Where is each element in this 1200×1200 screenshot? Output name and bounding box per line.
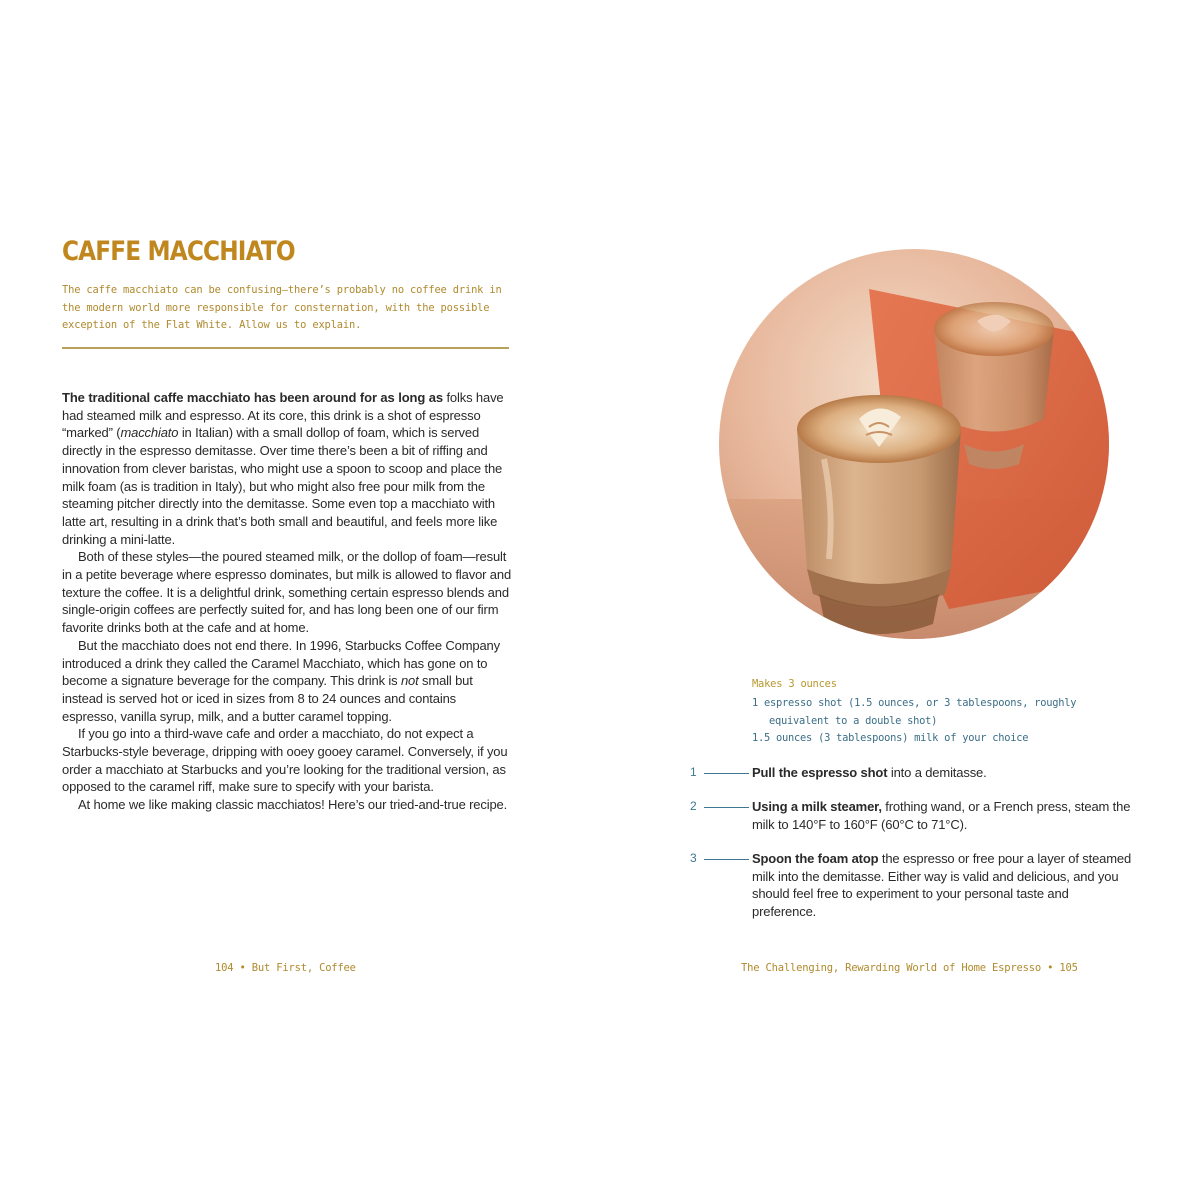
step-bold: Using a milk steamer, bbox=[752, 799, 882, 814]
yield-text: Makes 3 ounces bbox=[752, 678, 837, 690]
paragraph-5: At home we like making classic macchiatos! Here’s our tried-and-true recipe. bbox=[78, 797, 508, 813]
step-leader-line bbox=[704, 859, 749, 860]
step-text bbox=[752, 850, 1134, 921]
step-leader-line bbox=[704, 807, 749, 808]
macchiato-illustration bbox=[719, 249, 1109, 639]
paragraph-3 bbox=[62, 637, 514, 726]
step-rest: into a demitasse. bbox=[887, 765, 987, 780]
body-text bbox=[62, 389, 514, 814]
paragraph-1 bbox=[62, 389, 514, 548]
step-bold: Spoon the foam atop bbox=[752, 851, 879, 866]
page-title: CAFFE MACCHIATO bbox=[62, 236, 295, 267]
paragraph-2: Both of these styles—the poured steamed milk, or the dollop of foam—result in a petite beverage where espresso dominates, but milk is allowed to flavor and texture the coffee. It is a delightful drink, something certain espresso blends and single-origin coffees are perfectly suited for, and has long been one of our firm favorite drinks both at the cafe and at home. bbox=[62, 549, 512, 636]
step-leader-line bbox=[704, 773, 749, 774]
step-rest: the espresso or free pour a layer of steamed milk into the demitasse. Either way is valid and delicious, and you should feel free to experiment to your personal taste and preference. bbox=[752, 851, 1132, 920]
folio-left: 104 • But First, Coffee bbox=[215, 962, 356, 974]
step-number: 2 bbox=[690, 799, 697, 813]
right-page bbox=[600, 0, 1200, 1200]
folio-right: The Challenging, Rewarding World of Home Espresso • 105 bbox=[741, 962, 1078, 974]
paragraph-4: If you go into a third-wave cafe and order a macchiato, do not expect a Starbucks-style beverage, dripping with ooey gooey caramel. Conversely, if you order a macchiato at Starbucks and you’re looking for the traditional version, as opposed to the caramel riff, make sure to specify with your barista. bbox=[62, 726, 508, 795]
ingredient-list bbox=[752, 695, 1132, 748]
step-text bbox=[752, 764, 1134, 782]
ingredient-item: 1.5 ounces (3 tablespoons) milk of your choice bbox=[752, 732, 1029, 745]
paragraph-3-part-b: small but instead is served hot or iced in sizes from 8 to 24 ounces and contains espresso, vanilla syrup, milk, and a butter caramel topping. bbox=[62, 673, 473, 724]
paragraph-3-part-a: But the macchiato does not end there. In 1996, Starbucks Coffee Company introduced a drink they called the Caramel Macchiato, which has gone on to become a signature beverage for the company. This drink is bbox=[62, 637, 500, 689]
step-rest: frothing wand, or a French press, steam the milk to 140°F to 160°F (60°C to 71°C). bbox=[752, 799, 1131, 832]
lead-in: The traditional caffe macchiato has been around for as long as bbox=[62, 390, 443, 405]
paragraph-1-part-a: folks have had steamed milk and espresso. At its core, this drink is a shot of espresso “marked” ( bbox=[62, 390, 504, 441]
ingredient-item: 1 espresso shot (1.5 ounces, or 3 tablespoons, roughly equivalent to a double shot) bbox=[752, 697, 1077, 727]
macchiato-photo bbox=[719, 249, 1109, 639]
intro-text: The caffe macchiato can be confusing—there’s probably no coffee drink in the modern world more responsible for consternation, with the possible exception of the Flat White. Allow us to explain. bbox=[62, 284, 502, 332]
italic-not: not bbox=[400, 673, 419, 689]
step-text bbox=[752, 798, 1134, 833]
step-number: 3 bbox=[690, 851, 697, 865]
paragraph-1-part-b: in Italian) with a small dollop of foam, which is served directly in the espresso demitasse. Over time there’s been a bit of riffing and innovation from clever baristas, who might use a spoon to scoop and place the milk foam (as is tradition in Italy), but who might also free pour milk from the steaming pitcher directly into the demitasse. Some even top a macchiato with latte art, resulting in a drink that’s both small and beautiful, and feels more like drinking a mini-latte. bbox=[62, 425, 503, 547]
step-number: 1 bbox=[690, 765, 697, 779]
divider-rule bbox=[62, 347, 509, 349]
step-bold: Pull the espresso shot bbox=[752, 765, 888, 780]
italic-macchiato: macchiato bbox=[120, 425, 179, 441]
